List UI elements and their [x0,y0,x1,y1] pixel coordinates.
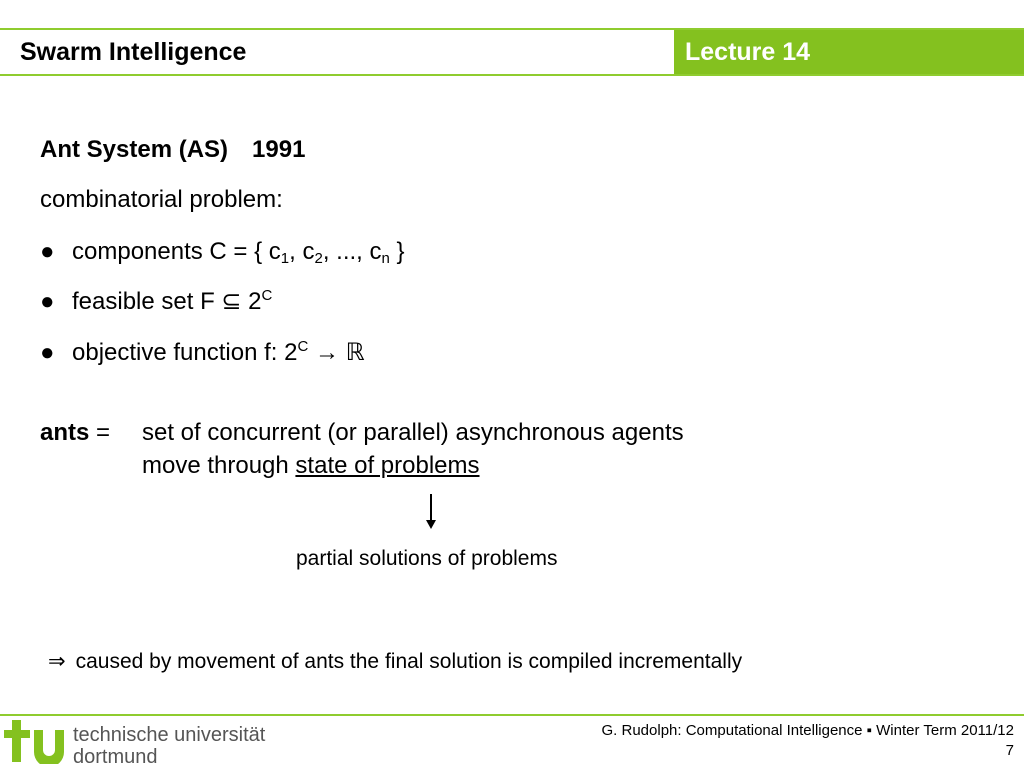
heading-text: Ant System (AS) [40,136,229,163]
ants-definition-line-1: set of concurrent (or parallel) asynchronous agents [142,419,684,446]
logo-line-2: dortmund [73,746,158,768]
bullet-objective-function [40,337,365,368]
subscript: n [381,250,390,267]
down-arrow-icon [421,492,441,530]
reals-symbol: ℝ [345,338,365,366]
subscript: 2 [314,250,323,267]
bullet-feasible-set [40,287,272,317]
intro-text: combinatorial problem: [40,186,283,213]
lecture-label: Lecture 14 [685,38,811,66]
conclusion [48,648,742,676]
bullet-dot-icon: ● [40,238,55,265]
bullet-text: objective function f: 2 [72,339,298,366]
bullet-components [40,237,405,267]
partial-solutions-text: partial solutions of problems [296,547,558,570]
superscript: C [297,338,309,355]
ants-equals: = [89,419,111,446]
subscript: 1 [280,250,290,267]
lecture-badge [674,30,1024,74]
superscript: C [261,287,273,304]
conclusion-text: caused by movement of ants the final solution is compiled incrementally [75,650,743,673]
ants-word: ants [40,419,90,446]
slide-heading [40,135,305,165]
footer-rule [0,714,1024,716]
logo-line-1: technische universität [73,724,266,746]
bullet-text: , c [289,238,315,265]
footer-credit: G. Rudolph: Computational Intelligence ▪ Winter Term 2011/12 [601,722,1014,739]
subseteq-symbol: ⊆ [221,288,242,315]
page-number: 7 [1005,742,1014,759]
ants-line2-prefix: move through [142,452,296,479]
header-title: Swarm Intelligence [20,38,247,66]
heading-year: 1991 [252,136,306,163]
tu-logo-icon [4,718,68,764]
arrow-symbol: → [308,339,346,366]
implies-icon: ⇒ [48,650,66,673]
bullet-text: components C = { c [72,238,281,265]
bullet-text: feasible set F [72,288,222,315]
bullet-dot-icon: ● [40,339,55,366]
bullet-text: , ..., c [322,238,382,265]
bullet-dot-icon: ● [40,288,55,315]
ants-definition-line-2 [142,451,480,481]
state-of-problems: state of problems [295,452,480,479]
ants-term [40,418,110,448]
header-bottom-rule [0,74,1024,76]
bullet-text: 2 [241,288,262,315]
bullet-text: } [389,238,405,265]
